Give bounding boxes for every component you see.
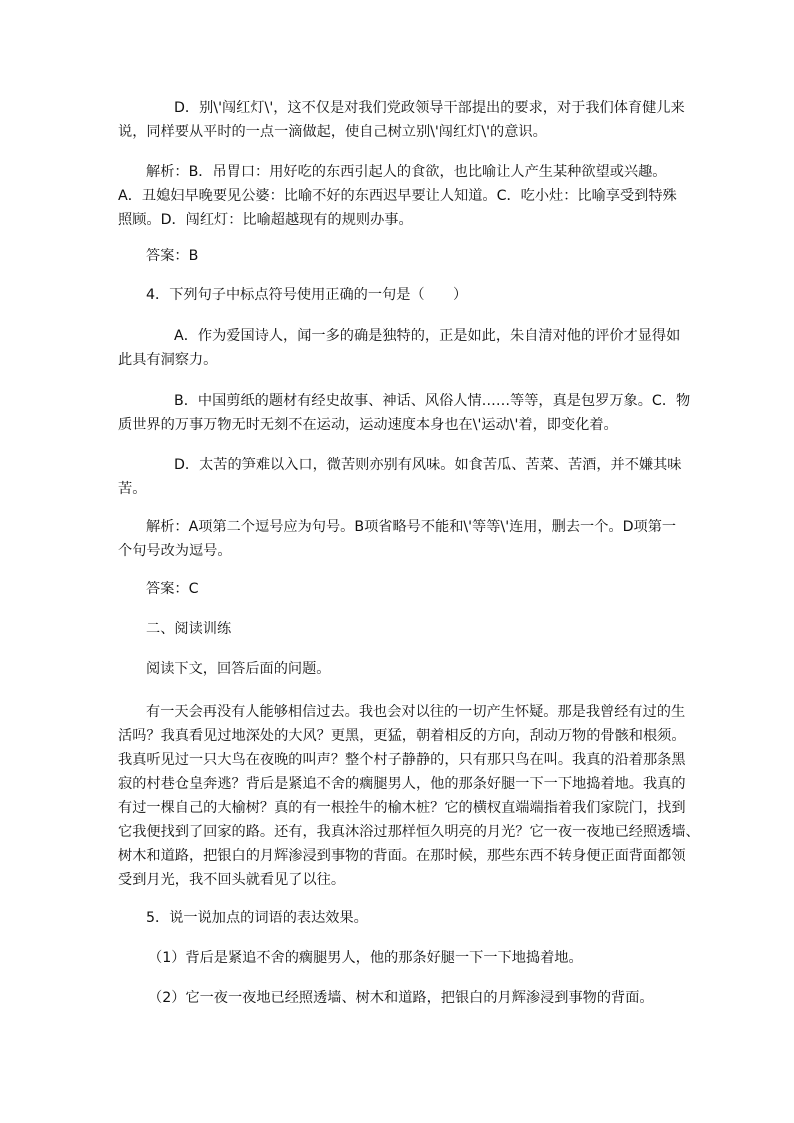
q4-option-d-line1: D．太苦的笋难以入口，微苦则亦别有风味。如食苦瓜、苦菜、苦酒，并不嫌其味 <box>174 457 682 473</box>
passage-line6: 它我便找到了回家的路。还有，我真沐浴过那样恒久明亮的月光？它一夜一夜地已经照透墙、 <box>118 824 700 840</box>
passage-line1: 有一天会再没有人能够相信过去。我也会对以往的一切产生怀疑。那是我曾经有过的生 <box>146 704 686 720</box>
passage-line5: 有过一棵自己的大榆树？真的有一根拴牛的榆木桩？它的横杈直端端指着我们家院门，找到 <box>118 800 686 816</box>
q5-item-1: （1）背后是紧追不舍的瘸腿男人，他的那条好腿一下一下地捣着地。 <box>148 950 583 966</box>
q4-answer: 答案：C <box>146 581 199 597</box>
q3-analysis-line1: 解析：B．吊胃口：用好吃的东西引起人的食欲，也比喻让人产生某种欲望或兴趣。 <box>146 164 667 180</box>
q4-analysis-line2: 个句号改为逗号。 <box>118 543 232 559</box>
q4-option-bc-line1: B．中国剪纸的题材有经史故事、神话、风俗人情……等等，真是包罗万象。C．物 <box>174 393 691 409</box>
q4-option-bc-line2: 质世界的万事万物无时无刻不在运动，运动速度本身也在\'运动\'着，即变化着。 <box>118 417 618 433</box>
q4-option-a-line2: 此具有洞察力。 <box>118 352 218 368</box>
passage-line8: 受到月光，我不回头就看见了以往。 <box>118 872 346 888</box>
question-5: 5．说一说加点的词语的表达效果。 <box>146 910 368 926</box>
passage-line3: 我真听见过一只大鸟在夜晚的叫声？整个村子静静的，只有那只鸟在叫。我真的沿着那条黑 <box>118 752 686 768</box>
q3-analysis-line2: A．丑媳妇早晚要见公婆：比喻不好的东西迟早要让人知道。C．吃小灶：比喻享受到特殊 <box>118 188 677 204</box>
q4-option-d-line2: 苦。 <box>118 481 147 497</box>
q3-analysis-line3: 照顾。D．闯红灯：比喻超越现有的规则办事。 <box>118 212 413 228</box>
q3-option-d-line1: D．别\'闯红灯\'，这不仅是对我们党政领导干部提出的要求，对于我们体育健儿来 <box>174 100 685 116</box>
section-heading: 二、阅读训练 <box>146 621 232 637</box>
passage-line7: 树木和道路，把银白的月辉渗浸到事物的背面。在那时候，那些东西不转身便正面背面都领 <box>118 848 686 864</box>
q3-answer: 答案：B <box>146 248 199 264</box>
q5-item-2: （2）它一夜一夜地已经照透墙、树木和道路，把银白的月辉渗浸到事物的背面。 <box>148 990 654 1006</box>
passage-line4: 寂的村巷仓皇奔逃？背后是紧追不舍的瘸腿男人，他的那条好腿一下一下地捣着地。我真的 <box>118 776 686 792</box>
q3-option-d-line2: 说，同样要从平时的一点一滴做起，使自己树立别\'闯红灯\'的意识。 <box>118 124 547 140</box>
question-4: 4．下列句子中标点符号使用正确的一句是（ ） <box>146 287 468 303</box>
q4-analysis-line1: 解析：A项第二个逗号应为句号。B项省略号不能和\'等等\'连用，删去一个。D项第一 <box>146 519 677 535</box>
passage-line2: 活吗？我真看见过地深处的大风？更黑，更猛，朝着相反的方向，刮动万物的骨骸和根须。 <box>118 728 686 744</box>
reading-instruction: 阅读下文，回答后面的问题。 <box>146 661 331 677</box>
q4-option-a-line1: A．作为爱国诗人，闻一多的确是独特的，正是如此，朱自清对他的评价才显得如 <box>174 328 681 344</box>
